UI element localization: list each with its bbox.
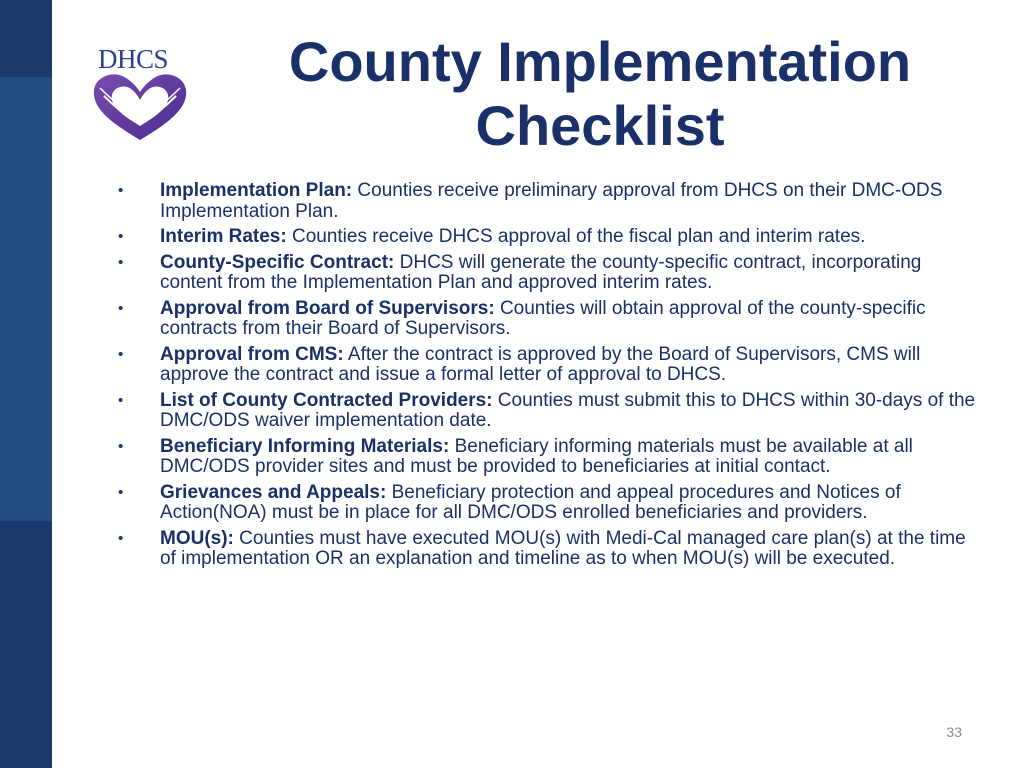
checklist-item <box>118 345 978 386</box>
sidebar-band-top <box>0 0 52 77</box>
bullet-icon: • <box>118 437 124 455</box>
slide-title: County Implementation Checklist <box>288 30 912 157</box>
checklist-item-term: Interim Rates: <box>160 226 287 247</box>
checklist-item-term: Implementation Plan: <box>160 180 353 201</box>
left-sidebar-decoration <box>0 0 52 768</box>
checklist-item <box>118 437 978 478</box>
checklist-item-text: After the contract is approved by the Board of Supervisors, CMS will approve the contract and issue a formal letter of approval to DHCS. <box>160 343 921 385</box>
checklist-item-text: Beneficiary informing materials must be available at all DMC/ODS provider sites and must be provided to beneficiaries at initial contact. <box>160 435 913 477</box>
checklist-item <box>118 181 978 222</box>
bullet-icon: • <box>118 483 124 501</box>
bullet-icon: • <box>118 253 124 271</box>
checklist-item-term: County-Specific Contract: <box>160 251 395 273</box>
bullet-icon: • <box>118 345 124 363</box>
sidebar-band-middle <box>0 77 52 521</box>
checklist-item <box>118 253 978 294</box>
checklist <box>118 181 978 575</box>
checklist-item-term: Approval from Board of Supervisors: <box>160 297 495 319</box>
checklist-item <box>118 483 978 524</box>
sidebar-band-bottom <box>0 521 52 768</box>
bullet-icon: • <box>118 529 124 547</box>
checklist-item-term: MOU(s): <box>160 527 234 549</box>
checklist-item-text: Counties receive DHCS approval of the fiscal plan and interim rates. <box>286 226 866 247</box>
checklist-item-text: Counties must submit this to DHCS within 30-days of the DMC/ODS waiver implementation date. <box>160 389 976 431</box>
dhcs-logo <box>90 44 190 144</box>
checklist-item <box>118 529 978 570</box>
checklist-item-text: Counties receive preliminary approval from DHCS on their DMC-ODS Implementation Plan. <box>160 180 943 222</box>
checklist-item <box>118 299 978 340</box>
heart-hands-icon <box>90 70 190 142</box>
bullet-icon: • <box>118 299 124 317</box>
logo-text: DHCS <box>98 44 169 74</box>
checklist-item <box>118 391 978 432</box>
checklist-item-text: Counties must have executed MOU(s) with Medi-Cal managed care plan(s) at the time of implementation OR an explanation and timeline as to when MOU(s) will be executed. <box>160 527 966 569</box>
checklist-item-term: Beneficiary Informing Materials: <box>160 435 450 457</box>
bullet-icon: • <box>118 228 124 245</box>
page-number: 33 <box>946 724 962 740</box>
checklist-item <box>118 227 978 248</box>
bullet-icon: • <box>118 391 124 409</box>
checklist-item-term: Grievances and Appeals: <box>160 481 387 503</box>
bullet-icon: • <box>118 182 124 199</box>
checklist-item-text: Counties will obtain approval of the county-specific contracts from their Board of Supervisors. <box>160 297 926 339</box>
checklist-item-text: DHCS will generate the county-specific contract, incorporating content from the Implementation Plan and approved interim rates. <box>160 251 922 293</box>
checklist-item-term: List of County Contracted Providers: <box>160 389 493 411</box>
checklist-item-term: Approval from CMS: <box>160 343 344 365</box>
checklist-item-text: Beneficiary protection and appeal procedures and Notices of Action(NOA) must be in place for all DMC/ODS enrolled beneficiaries and providers. <box>160 481 901 523</box>
